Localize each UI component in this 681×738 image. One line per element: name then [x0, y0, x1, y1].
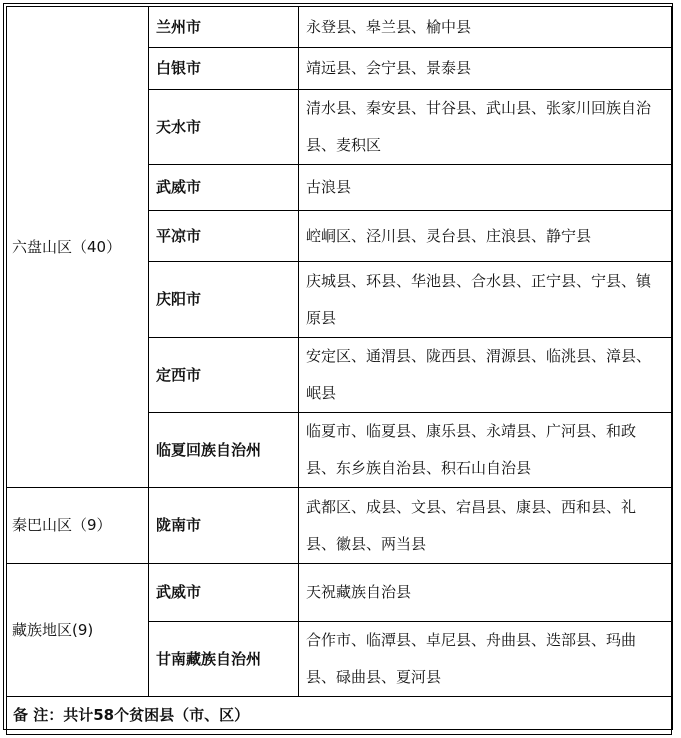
city-cell: 定西市 [149, 338, 299, 413]
city-cell: 平凉市 [149, 211, 299, 262]
region-cell: 秦巴山区（9） [7, 488, 149, 564]
note-row [7, 697, 672, 735]
poverty-county-table [6, 6, 672, 735]
city-cell: 白银市 [149, 48, 299, 90]
table-row [7, 488, 672, 564]
city-cell: 兰州市 [149, 7, 299, 48]
city-cell: 天水市 [149, 90, 299, 165]
counties-cell: 清水县、秦安县、甘谷县、武山县、张家川回族自治县、麦积区 [299, 90, 672, 165]
city-cell: 陇南市 [149, 488, 299, 564]
city-cell: 甘南藏族自治州 [149, 622, 299, 697]
city-cell: 庆阳市 [149, 262, 299, 338]
counties-cell: 安定区、通渭县、陇西县、渭源县、临洮县、漳县、岷县 [299, 338, 672, 413]
counties-cell: 天祝藏族自治县 [299, 564, 672, 622]
region-cell: 六盘山区（40） [7, 7, 149, 488]
table-note: 备 注：共计58个贫困县（市、区） [7, 697, 672, 735]
counties-cell: 合作市、临潭县、卓尼县、舟曲县、迭部县、玛曲县、碌曲县、夏河县 [299, 622, 672, 697]
counties-cell: 永登县、皋兰县、榆中县 [299, 7, 672, 48]
counties-cell: 古浪县 [299, 165, 672, 211]
counties-cell: 武都区、成县、文县、宕昌县、康县、西和县、礼县、徽县、两当县 [299, 488, 672, 564]
counties-cell: 庆城县、环县、华池县、合水县、正宁县、宁县、镇原县 [299, 262, 672, 338]
city-cell: 临夏回族自治州 [149, 413, 299, 488]
counties-cell: 靖远县、会宁县、景泰县 [299, 48, 672, 90]
table-row [7, 7, 672, 48]
table-row [7, 564, 672, 622]
city-cell: 武威市 [149, 165, 299, 211]
region-cell: 藏族地区(9) [7, 564, 149, 697]
counties-cell: 临夏市、临夏县、康乐县、永靖县、广河县、和政县、东乡族自治县、积石山自治县 [299, 413, 672, 488]
counties-cell: 崆峒区、泾川县、灵台县、庄浪县、静宁县 [299, 211, 672, 262]
city-cell: 武威市 [149, 564, 299, 622]
